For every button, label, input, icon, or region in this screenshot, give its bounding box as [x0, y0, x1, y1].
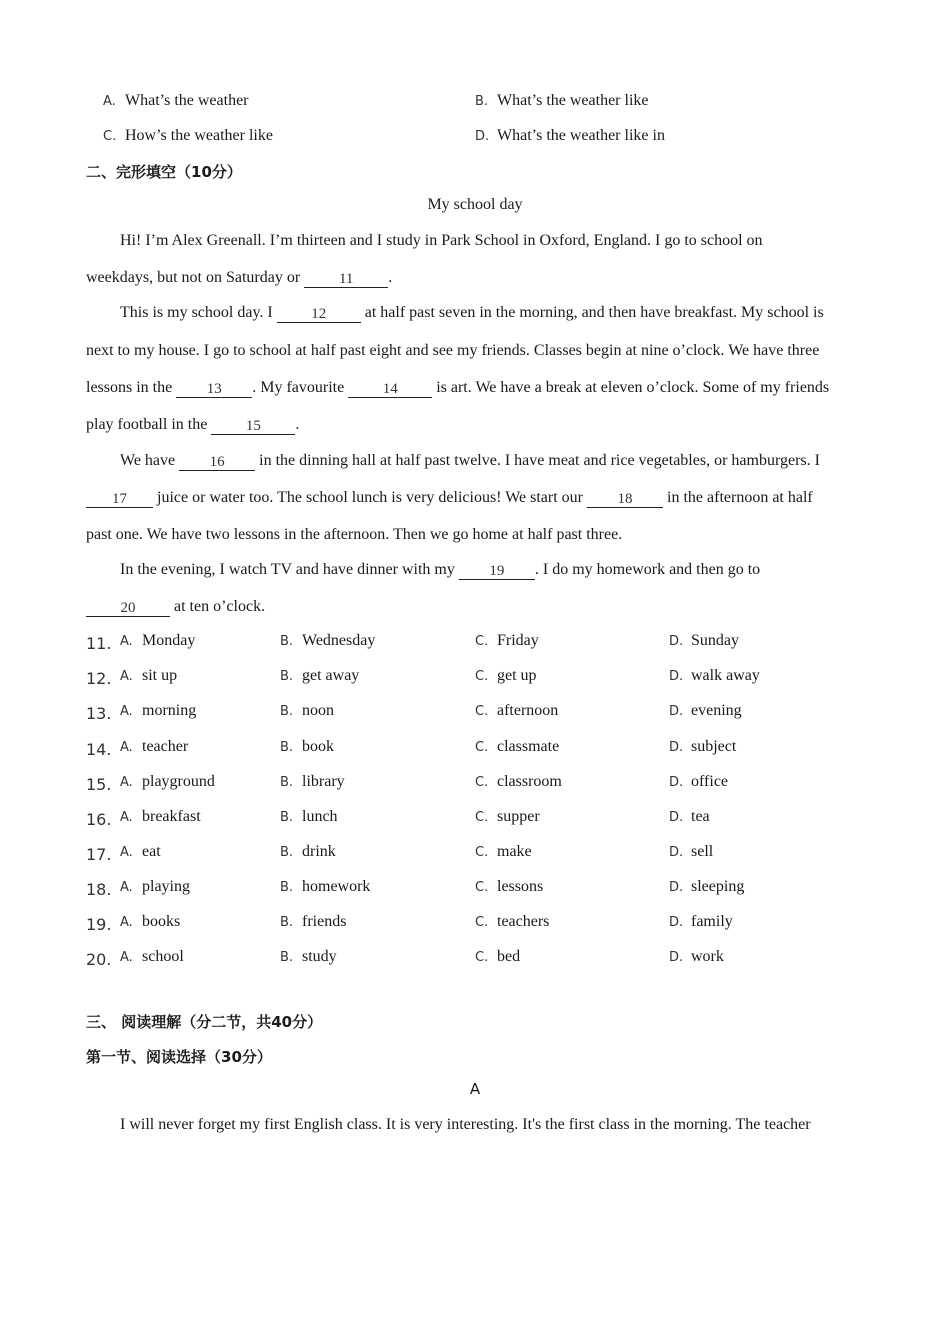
option-text: eat	[142, 843, 161, 860]
section2-heading: 二、完形填空（10分）	[86, 163, 242, 181]
answer-option[interactable]	[280, 667, 359, 685]
option-letter: A.	[120, 634, 133, 649]
answer-option[interactable]	[280, 808, 338, 826]
option-text: homework	[302, 878, 371, 895]
option-letter: B.	[280, 915, 294, 930]
option-text: family	[691, 913, 733, 930]
answer-option[interactable]	[669, 948, 724, 966]
answer-option[interactable]	[120, 948, 184, 966]
answer-option[interactable]	[669, 878, 744, 896]
answer-option[interactable]	[120, 808, 201, 826]
option-text: playing	[142, 878, 190, 895]
option-letter: A.	[120, 740, 133, 755]
option-letter: A.	[120, 775, 133, 790]
answer-option[interactable]	[669, 632, 739, 650]
text-segment: in the afternoon at half	[663, 489, 813, 506]
answer-option[interactable]	[120, 773, 215, 791]
option-text: Sunday	[691, 632, 739, 649]
blank-number: 17	[112, 491, 127, 507]
option-text: lunch	[302, 808, 338, 825]
blank-15[interactable]	[211, 418, 295, 435]
option-letter: C.	[475, 810, 489, 825]
text-segment: . I do my homework and then go to	[534, 561, 761, 578]
answer-option[interactable]	[120, 913, 180, 931]
option-text: supper	[497, 808, 540, 825]
option-letter: B.	[280, 950, 294, 965]
text-segment: We have	[120, 452, 180, 469]
option-letter: A.	[120, 915, 133, 930]
blank-20[interactable]	[86, 600, 170, 617]
answer-option[interactable]	[280, 948, 337, 966]
option-text: What’s the weather	[125, 92, 249, 109]
option-text: make	[497, 843, 532, 860]
question-number: 19.	[86, 915, 112, 934]
section3-subheading: 第一节、阅读选择（30分）	[86, 1048, 272, 1066]
question-row	[86, 843, 886, 865]
option-letter: C.	[475, 775, 489, 790]
option-text: How’s the weather like	[125, 127, 273, 144]
option-letter: B.	[280, 704, 294, 719]
option-text: sell	[691, 843, 714, 860]
question-number: 12.	[86, 669, 112, 688]
option-text: noon	[302, 702, 334, 719]
section3-heading: 三、 阅读理解（分二节，共40分）	[86, 1013, 323, 1031]
option-text: walk away	[691, 667, 760, 684]
option-text: books	[142, 913, 181, 930]
text-segment: .	[388, 269, 393, 286]
option-letter: A.	[120, 704, 133, 719]
answer-option[interactable]	[120, 878, 190, 896]
option-letter: D.	[669, 950, 684, 965]
question-row	[86, 738, 886, 760]
option-text: classmate	[497, 738, 560, 755]
option-letter: A.	[120, 880, 133, 895]
option-text: get away	[302, 667, 360, 684]
text-segment: play football in the	[86, 416, 212, 433]
option-letter: C.	[475, 950, 489, 965]
blank-number: 14	[382, 381, 398, 397]
option-text: classroom	[497, 773, 562, 790]
blank-number: 20	[120, 600, 136, 616]
answer-option[interactable]	[280, 632, 375, 650]
option-letter: C.	[475, 915, 489, 930]
passage-line	[86, 597, 265, 617]
blank-number: 11	[338, 271, 354, 287]
option-text: drink	[302, 843, 336, 860]
option-letter: C.	[475, 845, 489, 860]
answer-option[interactable]	[669, 808, 710, 826]
option-text: What’s the weather like	[497, 92, 649, 109]
option-letter: B.	[280, 775, 294, 790]
option-text: Monday	[142, 632, 196, 649]
option-letter: C.	[103, 129, 117, 144]
option-text: book	[302, 738, 334, 755]
blank-12[interactable]	[277, 306, 361, 323]
text-segment: in the dinning hall at half past twelve. I have meat and rice vegetables, or hamburgers. I	[255, 452, 820, 469]
option-text: morning	[142, 702, 197, 719]
answer-option[interactable]	[475, 773, 562, 791]
passage-label: A	[469, 1080, 481, 1098]
prev-option-d[interactable]	[475, 127, 665, 145]
blank-18[interactable]	[587, 491, 663, 508]
option-letter: D.	[475, 129, 490, 144]
blank-11[interactable]	[304, 271, 388, 288]
answer-option[interactable]	[120, 702, 196, 720]
blank-number: 13	[206, 381, 222, 397]
option-text: tea	[691, 808, 710, 825]
option-letter: B.	[280, 740, 294, 755]
option-text: lessons	[497, 878, 544, 895]
answer-option[interactable]	[120, 667, 177, 685]
blank-number: 16	[209, 454, 225, 470]
answer-option[interactable]	[120, 738, 188, 756]
answer-option[interactable]	[280, 878, 370, 896]
option-text: study	[302, 948, 337, 965]
text-segment: at half past seven in the morning, and then have breakfast. My school is	[360, 304, 824, 321]
option-letter: D.	[669, 740, 684, 755]
prev-option-a[interactable]	[103, 92, 249, 110]
blank-19[interactable]	[459, 563, 535, 580]
option-letter: A.	[120, 845, 133, 860]
answer-option[interactable]	[120, 843, 161, 861]
answer-option[interactable]	[669, 913, 733, 931]
question-row	[86, 948, 886, 970]
question-number: 17.	[86, 845, 112, 864]
option-letter: B.	[280, 634, 294, 649]
option-letter: D.	[669, 634, 684, 649]
blank-number: 15	[245, 418, 261, 434]
question-row	[86, 878, 886, 900]
blank-14[interactable]	[348, 381, 432, 398]
option-letter: A.	[120, 810, 133, 825]
blank-number: 18	[617, 491, 633, 507]
question-row	[86, 773, 886, 795]
option-text: What’s the weather like in	[497, 127, 665, 144]
question-row	[86, 808, 886, 830]
answer-option[interactable]	[280, 913, 346, 931]
option-text: teacher	[142, 738, 189, 755]
option-letter: D.	[669, 704, 684, 719]
text-segment: is art. We have a break at eleven o’clock. Some of my friends	[432, 379, 830, 396]
option-letter: B.	[280, 669, 294, 684]
option-text: get up	[497, 667, 537, 684]
text-segment: weekdays, but not on Saturday or	[86, 269, 305, 286]
passage-line	[86, 415, 299, 435]
option-text: Friday	[497, 632, 539, 649]
option-letter: B.	[280, 810, 294, 825]
option-letter: C.	[475, 880, 489, 895]
answer-option[interactable]	[475, 913, 549, 931]
answer-option[interactable]	[280, 738, 334, 756]
option-text: sleeping	[691, 878, 745, 895]
question-number: 11.	[86, 634, 112, 653]
option-letter: D.	[669, 880, 684, 895]
option-text: bed	[497, 948, 521, 965]
option-letter: A.	[103, 94, 116, 109]
text-segment: at ten o’clock.	[170, 598, 266, 615]
text-segment: This is my school day. I	[120, 304, 277, 321]
passage-line: I will never forget my first English class. It is very interesting. It's the first class in the morning. The teacher	[120, 1116, 811, 1133]
option-text: playground	[142, 773, 215, 790]
question-row	[86, 702, 886, 724]
option-letter: B.	[475, 94, 489, 109]
answer-option[interactable]	[475, 878, 543, 896]
question-number: 20.	[86, 950, 112, 969]
option-text: sit up	[142, 667, 178, 684]
option-letter: A.	[120, 669, 133, 684]
passage-line	[120, 560, 760, 580]
text-segment: lessons in the	[86, 379, 177, 396]
option-letter: C.	[475, 634, 489, 649]
option-letter: D.	[669, 845, 684, 860]
option-letter: C.	[475, 740, 489, 755]
passage-line	[120, 303, 824, 323]
passage-line	[86, 268, 392, 288]
answer-option[interactable]	[280, 843, 336, 861]
option-letter: C.	[475, 704, 489, 719]
question-row	[86, 913, 886, 935]
option-text: afternoon	[497, 702, 559, 719]
answer-option[interactable]	[475, 632, 539, 650]
passage-line	[86, 488, 813, 508]
answer-option[interactable]	[475, 808, 540, 826]
answer-option[interactable]	[120, 632, 195, 650]
passage-line: Hi! I’m Alex Greenall. I’m thirteen and I study in Park School in Oxford, England. I go to school on	[120, 232, 763, 249]
answer-option[interactable]	[475, 843, 532, 861]
option-letter: D.	[669, 810, 684, 825]
passage-line: past one. We have two lessons in the afternoon. Then we go home at half past three.	[86, 526, 623, 543]
passage-title: My school day	[427, 196, 523, 213]
answer-option[interactable]	[669, 702, 742, 720]
question-number: 14.	[86, 740, 112, 759]
question-row	[86, 667, 886, 689]
option-text: teachers	[497, 913, 550, 930]
option-letter: D.	[669, 915, 684, 930]
option-text: subject	[691, 738, 737, 755]
text-segment: . My favourite	[252, 379, 349, 396]
answer-option[interactable]	[669, 773, 728, 791]
text-segment: In the evening, I watch TV and have dinner with my	[120, 561, 459, 578]
text-segment: .	[295, 416, 300, 433]
passage-line	[120, 451, 820, 471]
answer-option[interactable]	[475, 702, 558, 720]
option-text: friends	[302, 913, 347, 930]
option-text: office	[691, 773, 729, 790]
question-number: 16.	[86, 810, 112, 829]
prev-option-b[interactable]	[475, 92, 649, 110]
question-number: 15.	[86, 775, 112, 794]
option-text: work	[691, 948, 724, 965]
option-text: breakfast	[142, 808, 201, 825]
answer-option[interactable]	[475, 738, 559, 756]
answer-option[interactable]	[475, 948, 520, 966]
question-row	[86, 632, 886, 654]
option-letter: B.	[280, 845, 294, 860]
question-number: 13.	[86, 704, 112, 723]
answer-option[interactable]	[280, 773, 345, 791]
option-letter: D.	[669, 775, 684, 790]
blank-17[interactable]	[86, 491, 153, 508]
blank-number: 12	[311, 306, 327, 322]
option-letter: B.	[280, 880, 294, 895]
answer-option[interactable]	[669, 843, 713, 861]
blank-number: 19	[489, 563, 505, 579]
answer-option[interactable]	[280, 702, 334, 720]
option-letter: D.	[669, 669, 684, 684]
answer-option[interactable]	[669, 667, 760, 685]
answer-option[interactable]	[669, 738, 736, 756]
blank-16[interactable]	[179, 454, 255, 471]
option-text: evening	[691, 702, 742, 719]
passage-line	[86, 378, 829, 398]
option-text: Wednesday	[302, 632, 376, 649]
blank-13[interactable]	[176, 381, 252, 398]
question-number: 18.	[86, 880, 112, 899]
option-letter: C.	[475, 669, 489, 684]
answer-option[interactable]	[475, 667, 537, 685]
option-text: school	[142, 948, 184, 965]
passage-line: next to my house. I go to school at half past eight and see my friends. Classes begin at nine o’clock. We have three	[86, 342, 820, 359]
option-text: library	[302, 773, 345, 790]
prev-option-c[interactable]	[103, 127, 273, 145]
option-letter: A.	[120, 950, 133, 965]
text-segment: juice or water too. The school lunch is very delicious! We start our	[153, 489, 588, 506]
